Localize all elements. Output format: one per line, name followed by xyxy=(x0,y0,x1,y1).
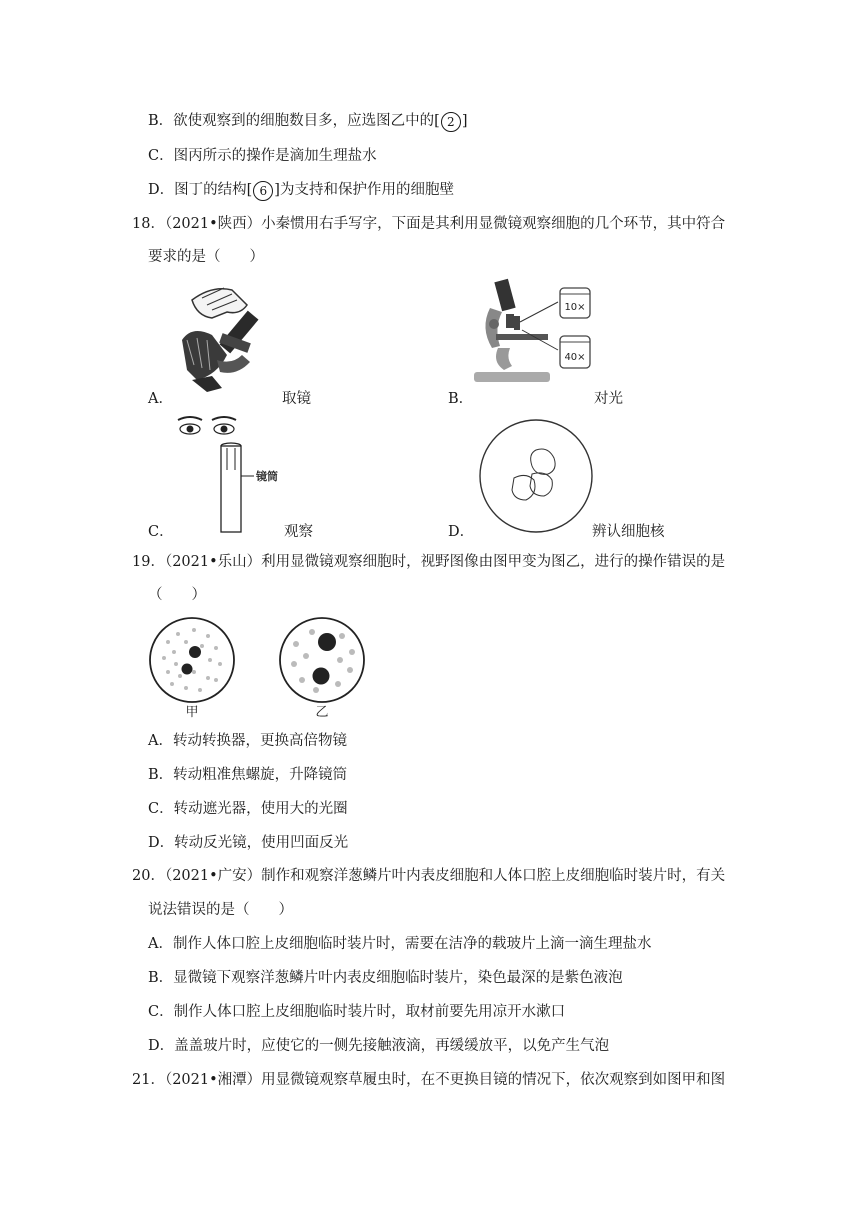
q17-option-c: C．图丙所示的操作是滴加生理盐水 xyxy=(148,148,377,164)
eyes-and-tube-figure xyxy=(172,414,292,534)
field-of-view-comparison-figure xyxy=(146,612,366,722)
q17-option-d xyxy=(148,180,454,201)
objective-10-label: 10× xyxy=(564,302,586,313)
q18-option-d-caption: 辨认细胞核 xyxy=(592,524,665,540)
q18-option-b-caption: 对光 xyxy=(594,391,623,407)
circled-number: 2 xyxy=(441,112,461,132)
q17-option-b-tail: ] xyxy=(461,113,468,129)
q19-option-d: D．转动反光镜，使用凹面反光 xyxy=(148,835,349,851)
q20-option-c: C．制作人体口腔上皮细胞临时装片时，取材前要先用凉开水漱口 xyxy=(148,1004,566,1020)
q20-option-d: D．盖盖玻片时，应使它的一侧先接触液滴，再缓缓放平，以免产生气泡 xyxy=(148,1038,610,1054)
microscope-objectives-figure xyxy=(470,278,600,390)
q19-option-b: B．转动粗准焦螺旋，升降镜筒 xyxy=(148,767,348,783)
q19-option-c: C．转动遮光器，使用大的光圈 xyxy=(148,801,348,817)
q17-option-d-text: D．图丁的结构[ xyxy=(148,182,253,198)
circled-number: 6 xyxy=(253,181,273,201)
q21-stem-line1: 21．（2021•湘潭）用显微镜观察草履虫时，在不更换目镜的情况下，依次观察到如图甲和图 xyxy=(132,1072,726,1088)
field-jia xyxy=(150,618,234,702)
q18-option-c-caption: 观察 xyxy=(284,524,313,540)
fig-label-jia: 甲 xyxy=(185,705,199,720)
q18-option-d-letter: D． xyxy=(448,524,475,540)
q18-option-a-caption: 取镜 xyxy=(282,391,311,407)
q18-option-a-letter: A． xyxy=(148,391,173,407)
objective-40-label: 40× xyxy=(564,352,586,363)
q19-option-a: A．转动转换器，更换高倍物镜 xyxy=(148,733,347,749)
fig-label-yi: 乙 xyxy=(315,705,329,720)
q20-option-b: B．显微镜下观察洋葱鳞片叶内表皮细胞临时装片，染色最深的是紫色液泡 xyxy=(148,970,623,986)
q17-option-b-text: B．欲使观察到的细胞数目多，应选图乙中的[ xyxy=(148,113,440,129)
q18-option-b-letter: B． xyxy=(448,391,474,407)
q20-stem-line2: 说法错误的是（ ） xyxy=(148,902,293,918)
q19-stem-line1: 19．（2021•乐山）利用显微镜观察细胞时，视野图像由图甲变为图乙，进行的操作错误的是 xyxy=(132,554,726,570)
q20-stem-line1: 20．（2021•广安）制作和观察洋葱鳞片叶内表皮细胞和人体口腔上皮细胞临时装片时，有关 xyxy=(132,868,726,884)
q18-option-c-letter: C． xyxy=(148,524,174,540)
q17-option-d-tail: ]为支持和保护作用的细胞壁 xyxy=(274,182,454,198)
q18-stem-line2: 要求的是（ ） xyxy=(148,249,264,265)
tube-label: 镜筒 xyxy=(256,470,278,483)
q19-stem-line2: （ ） xyxy=(148,587,206,603)
q17-option-b xyxy=(148,111,467,132)
q20-option-a: A．制作人体口腔上皮细胞临时装片时，需要在洁净的载玻片上滴一滴生理盐水 xyxy=(148,936,652,952)
q18-stem-line1: 18．（2021•陕西）小秦惯用右手写字，下面是其利用显微镜观察细胞的几个环节，其中符合 xyxy=(132,216,726,232)
field-yi xyxy=(280,618,364,702)
hand-holding-microscope-figure xyxy=(172,280,282,398)
cells-in-field-figure xyxy=(474,418,600,536)
